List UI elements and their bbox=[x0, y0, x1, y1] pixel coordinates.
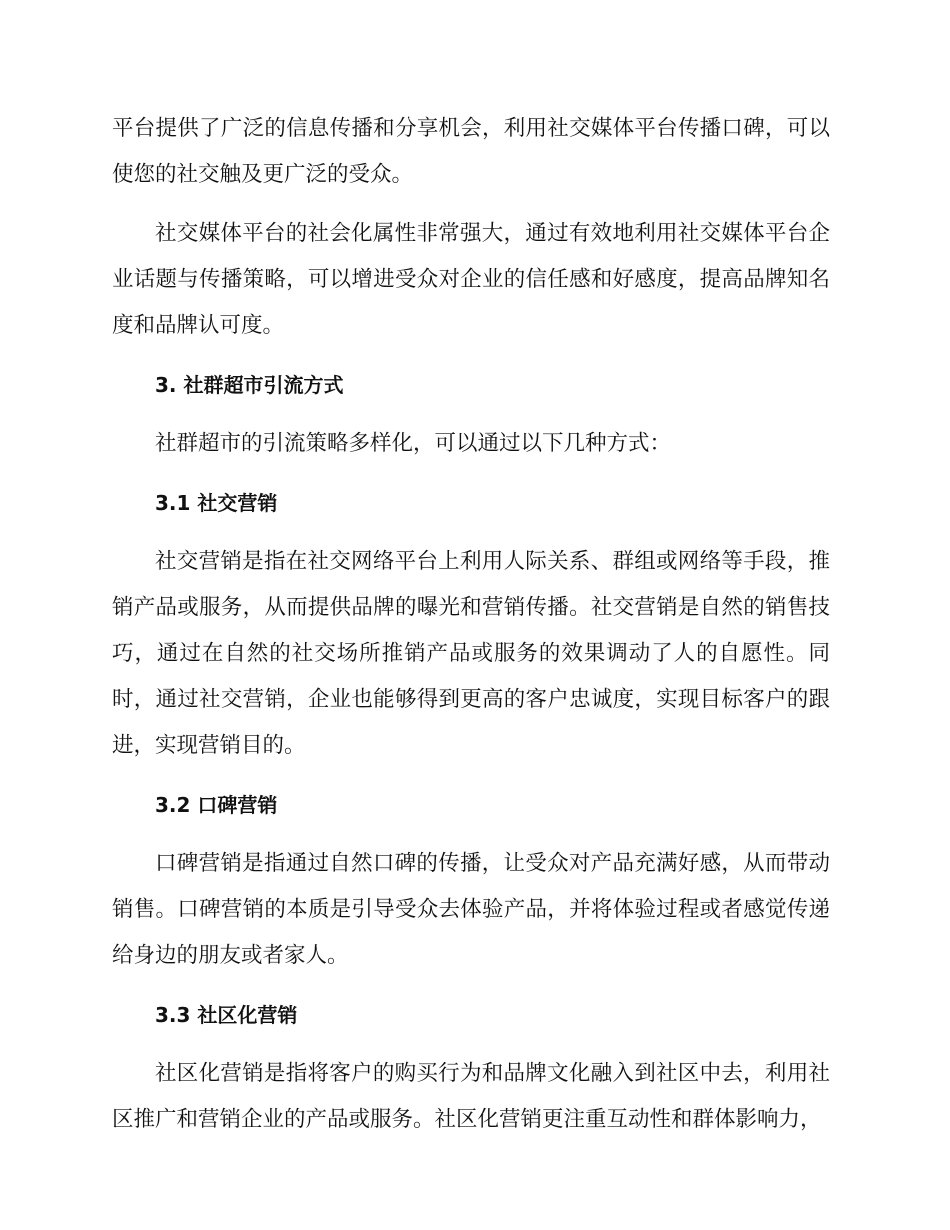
paragraph-intro: 平台提供了广泛的信息传播和分享机会，利用社交媒体平台传播口碑，可以使您的社交触及更广泛的受众。 bbox=[112, 116, 830, 187]
section-3-2-body: 口碑营销是指通过自然口碑的传播，让受众对产品充满好感，从而带动销售。口碑营销的本质是引导受众去体验产品，并将体验过程或者感觉传递给身边的朋友或者家人。 bbox=[112, 851, 830, 968]
section-3-intro: 社群超市的引流策略多样化，可以通过以下几种方式： bbox=[155, 431, 672, 456]
section-3-3-body: 社区化营销是指将客户的购买行为和品牌文化融入到社区中去，利用社区推广和营销企业的产品或服务。社区化营销更注重互动性和群体影响力， bbox=[112, 1061, 830, 1132]
section-3-2-heading: 3.2 口碑营销 bbox=[155, 793, 278, 817]
section-3-1-heading: 3.1 社交营销 bbox=[155, 491, 278, 515]
paragraph-social-media: 社交媒体平台的社会化属性非常强大，通过有效地利用社交媒体平台企业话题与传播策略，可以增进受众对企业的信任感和好感度，提高品牌知名度和品牌认可度。 bbox=[112, 221, 830, 338]
section-3-heading: 3. 社群超市引流方式 bbox=[155, 373, 344, 397]
section-3-3-heading: 3.3 社区化营销 bbox=[155, 1003, 298, 1027]
document-body bbox=[112, 106, 830, 1156]
section-3-1-body: 社交营销是指在社交网络平台上利用人际关系、群组或网络等手段，推销产品或服务，从而提供品牌的曝光和营销传播。社交营销是自然的销售技巧，通过在自然的社交场所推销产品或服务的效果调动了人的自愿性。同时，通过社交营销，企业也能够得到更高的客户忠诚度，实现目标客户的跟进，实现营销目的。 bbox=[112, 549, 830, 758]
